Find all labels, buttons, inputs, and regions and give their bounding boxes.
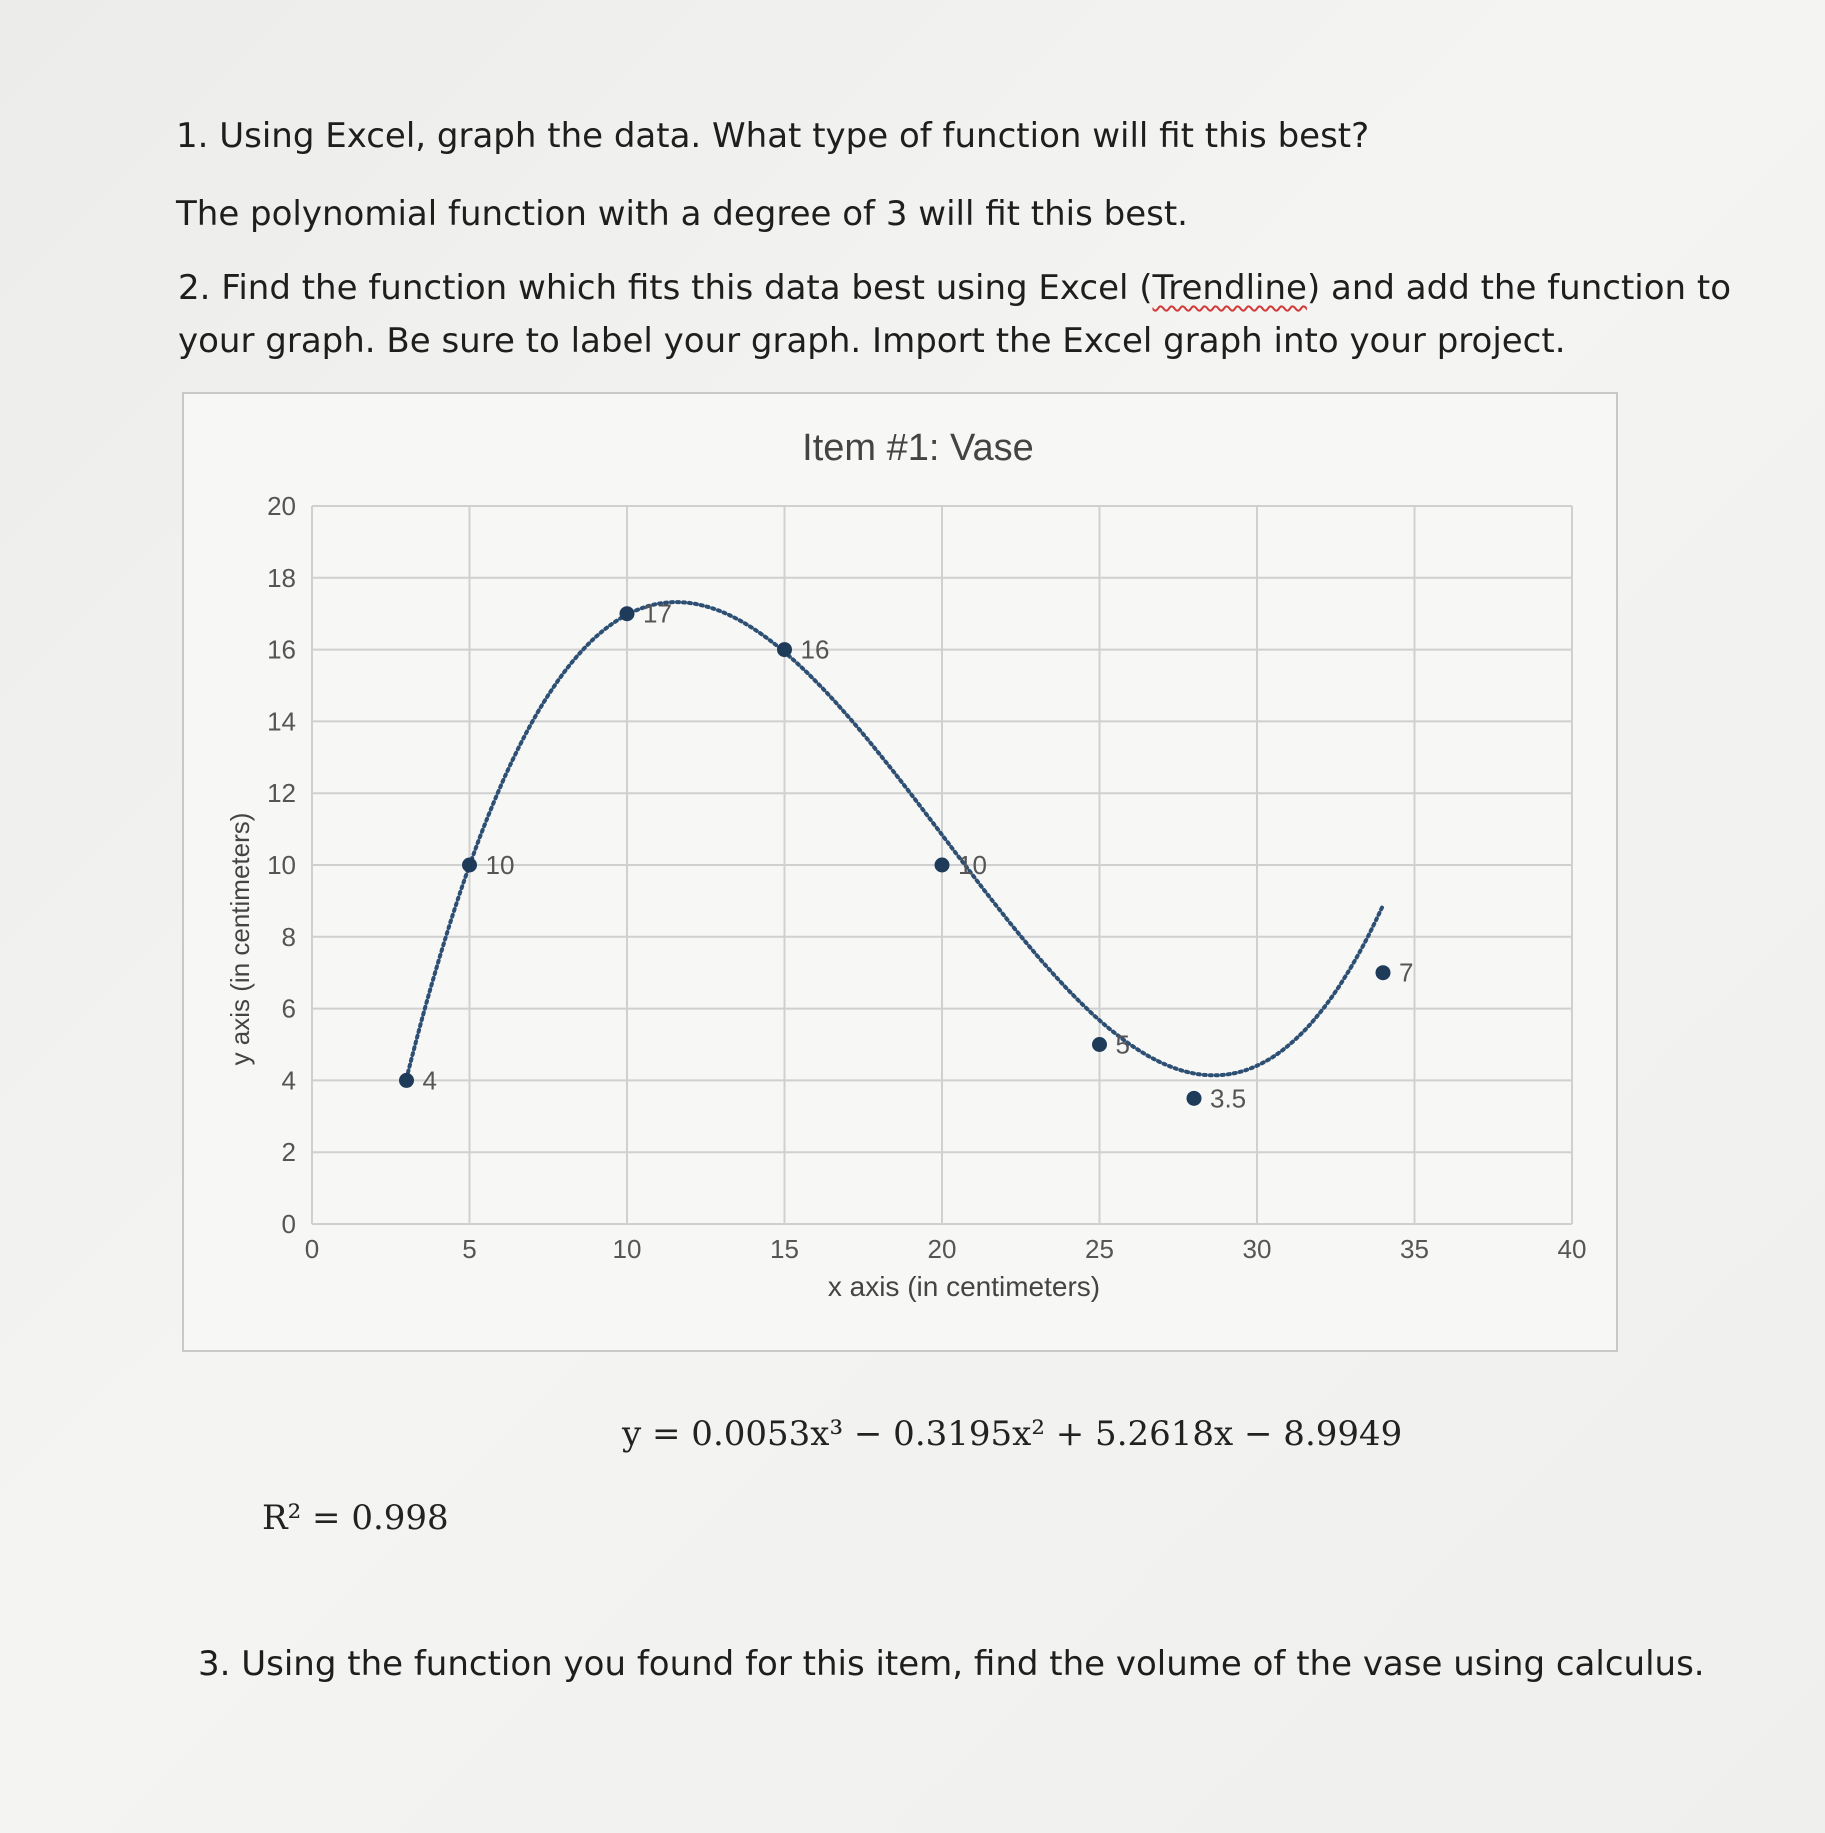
y-tick-label: 10 [267,850,296,880]
x-tick-label: 15 [770,1234,799,1264]
y-tick-label: 16 [267,634,296,665]
x-tick-label: 0 [304,1234,320,1264]
r-squared: R² = 0.998 [262,1498,449,1538]
x-tick-label: 40 [1557,1234,1587,1264]
chart-frame [182,392,1618,1352]
y-tick-label: 20 [267,491,296,521]
y-tick-label: 0 [281,1209,296,1239]
x-tick-label: 25 [1085,1234,1114,1264]
scatter-chart [184,394,1616,1350]
x-tick-label: 30 [1242,1234,1272,1264]
trendline-equation: y = 0.0053x³ − 0.3195x² + 5.2618x − 8.9949 [622,1414,1403,1454]
data-point [935,858,950,873]
y-axis-label: y axis (in centimeters) [225,812,255,1066]
y-tick-label: 8 [281,921,296,952]
spellcheck-word: Trendline [1152,268,1307,308]
y-tick-label: 2 [281,1137,296,1168]
y-tick-label: 4 [281,1065,296,1096]
question-2-prefix: 2. Find the function which fits this data best using Excel ( [178,268,1153,308]
data-label: 4 [422,1065,437,1096]
trendline [407,602,1384,1078]
answer-1: The polynomial function with a degree of 3 will fit this best. [176,194,1188,234]
y-tick-label: 14 [267,706,296,737]
data-point [777,642,792,657]
data-label: 10 [958,850,987,880]
x-axis-label: x axis (in centimeters) [827,1271,1101,1302]
question-1: 1. Using Excel, graph the data. What type of function will fit this best? [176,116,1370,156]
x-tick-label: 10 [612,1234,642,1264]
chart-title: Item #1: Vase [802,427,1034,469]
data-point [620,606,635,621]
data-label: 17 [643,598,672,629]
data-label: 3.5 [1210,1083,1247,1114]
data-labels [423,599,1414,1114]
question-3: 3. Using the function you found for this item, find the volume of the vase using calculus. [198,1644,1705,1684]
question-2-line-1 [178,270,1731,307]
data-point [462,858,477,873]
question-2-line-2: your graph. Be sure to label your graph. Import the Excel graph into your project. [178,321,1566,361]
x-tick-label: 35 [1400,1234,1429,1264]
x-tick-label: 5 [462,1234,477,1264]
question-2-suffix: ) and add the function to [1306,268,1732,308]
y-tick-label: 6 [281,993,296,1024]
data-label: 16 [800,634,830,665]
data-points [399,606,1391,1106]
data-point [1376,965,1391,980]
data-label: 5 [1115,1029,1130,1060]
data-label: 7 [1399,957,1414,988]
y-tick-label: 18 [267,562,296,593]
x-tick-label: 20 [927,1234,957,1264]
data-label: 10 [485,850,515,880]
data-point [1092,1037,1107,1052]
data-point [1187,1091,1202,1106]
y-tick-label: 12 [267,778,296,809]
data-point [399,1073,414,1088]
